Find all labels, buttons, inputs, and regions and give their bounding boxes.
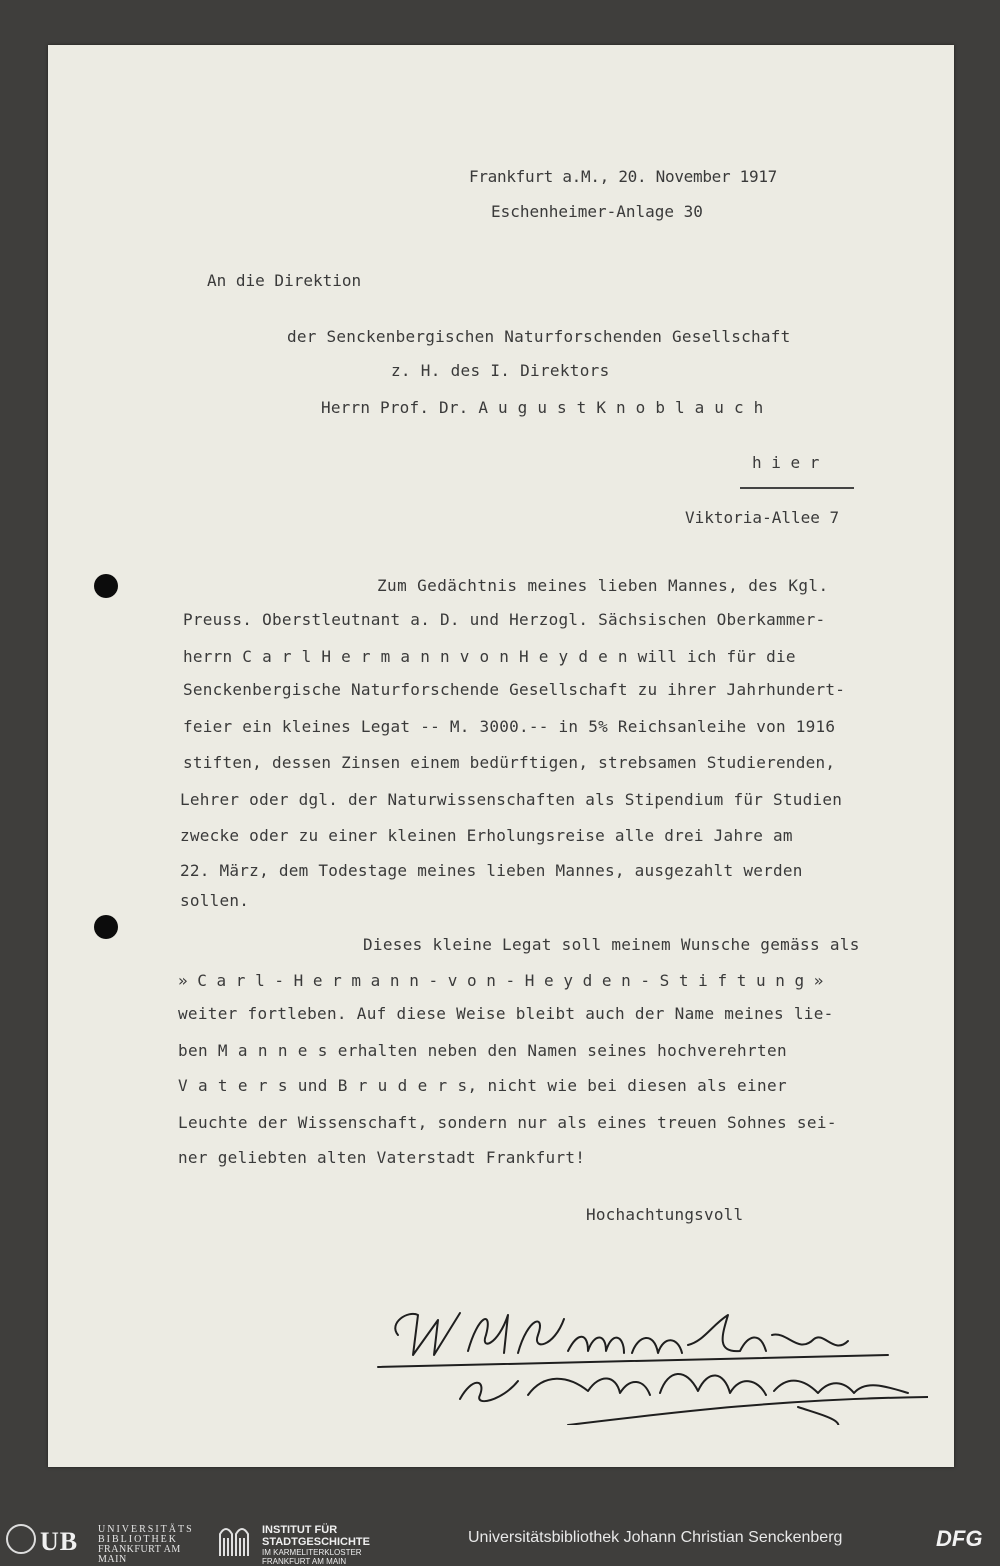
ub-line-3: FRANKFURT AM MAIN	[98, 1544, 181, 1565]
institute-text	[262, 1524, 370, 1566]
paragraph-1-line: stiften, dessen Zinsen einem bedürftigen, strebsamen Studierenden,	[183, 753, 836, 772]
ub-logo	[6, 1520, 211, 1565]
institute-line-1: INSTITUT FÜR	[262, 1524, 338, 1536]
paragraph-1-line: sollen.	[180, 891, 250, 910]
dfg-logo: DFG	[936, 1526, 983, 1551]
paragraph-2-line: ner geliebten alten Vaterstadt Frankfurt!	[178, 1148, 586, 1167]
paragraph-1-line: Zum Gedächtnis meines lieben Mannes, des Kgl.	[377, 576, 829, 595]
punch-hole-upper	[94, 574, 118, 598]
footer-bar	[0, 1514, 1000, 1564]
underline-rule	[740, 487, 854, 489]
letter-page	[48, 45, 954, 1467]
institute-logo	[216, 1520, 416, 1566]
recipient-line-6: Viktoria-Allee 7	[685, 508, 840, 527]
recipient-line-3: z. H. des I. Direktors	[391, 361, 610, 380]
paragraph-1-line: Preuss. Oberstleutnant a. D. und Herzogl. Sächsischen Oberkammer-	[183, 610, 826, 629]
paragraph-1-line: 22. März, dem Todestage meines lieben Mannes, ausgezahlt werden	[180, 861, 803, 880]
paragraph-2-line: Dieses kleine Legat soll meinem Wunsche gemäss als	[363, 935, 860, 954]
ub-text	[98, 1525, 211, 1565]
paragraph-2-line: V a t e r s und B r u d e r s, nicht wie bei diesen als einer	[178, 1076, 787, 1095]
institute-line-2: STADTGESCHICHTE	[262, 1536, 370, 1548]
closing: Hochachtungsvoll	[586, 1205, 744, 1224]
paragraph-2-line: Leuchte der Wissenschaft, sondern nur als eines treuen Sohnes sei-	[178, 1113, 837, 1132]
paragraph-2-line: » C a r l - H e r m a n n - v o n - H e y d e n - S t i f t u n g »	[178, 971, 824, 990]
institute-line-3: IM KARMELITERKLOSTER	[262, 1548, 362, 1557]
recipient-line-4: Herrn Prof. Dr. A u g u s t K n o b l a u c h	[321, 398, 764, 417]
handwritten-signature	[368, 1295, 928, 1425]
paragraph-2-line: weiter fortleben. Auf diese Weise bleibt auch der Name meines lie-	[178, 1004, 834, 1023]
recipient-line-1: An die Direktion	[207, 271, 362, 290]
ub-letters: UB	[40, 1527, 79, 1556]
library-credit: Universitätsbibliothek Johann Christian Senckenberg	[468, 1529, 843, 1546]
paragraph-1-line: herrn C a r l H e r m a n n v o n H e y d e n will ich für die	[183, 647, 796, 666]
paragraph-2-line: ben M a n n e s erhalten neben den Namen seines hochverehrten	[178, 1041, 787, 1060]
church-arches-icon	[216, 1522, 256, 1556]
ub-emblem-icon	[6, 1524, 36, 1554]
sender-address: Eschenheimer-Anlage 30	[491, 202, 703, 221]
date-line: Frankfurt a.M., 20. November 1917	[469, 167, 777, 186]
recipient-line-5: h i e r	[752, 453, 820, 472]
institute-line-4: FRANKFURT AM MAIN	[262, 1557, 347, 1566]
paragraph-1-line: Lehrer oder dgl. der Naturwissenschaften als Stipendium für Studien	[180, 790, 843, 809]
paragraph-1-line: feier ein kleines Legat -- M. 3000.-- in 5% Reichsanleihe von 1916	[183, 717, 836, 736]
paragraph-1-line: zwecke oder zu einer kleinen Erholungsreise alle drei Jahre am	[180, 826, 793, 845]
punch-hole-lower	[94, 915, 118, 939]
paragraph-1-line: Senckenbergische Naturforschende Gesellschaft zu ihrer Jahrhundert-	[183, 680, 846, 699]
ub-line-2: BIBLIOTHEK	[98, 1534, 178, 1545]
ub-line-1: UNIVERSITÄTS	[98, 1524, 194, 1535]
recipient-line-2: der Senckenbergischen Naturforschenden Gesellschaft	[287, 327, 791, 346]
